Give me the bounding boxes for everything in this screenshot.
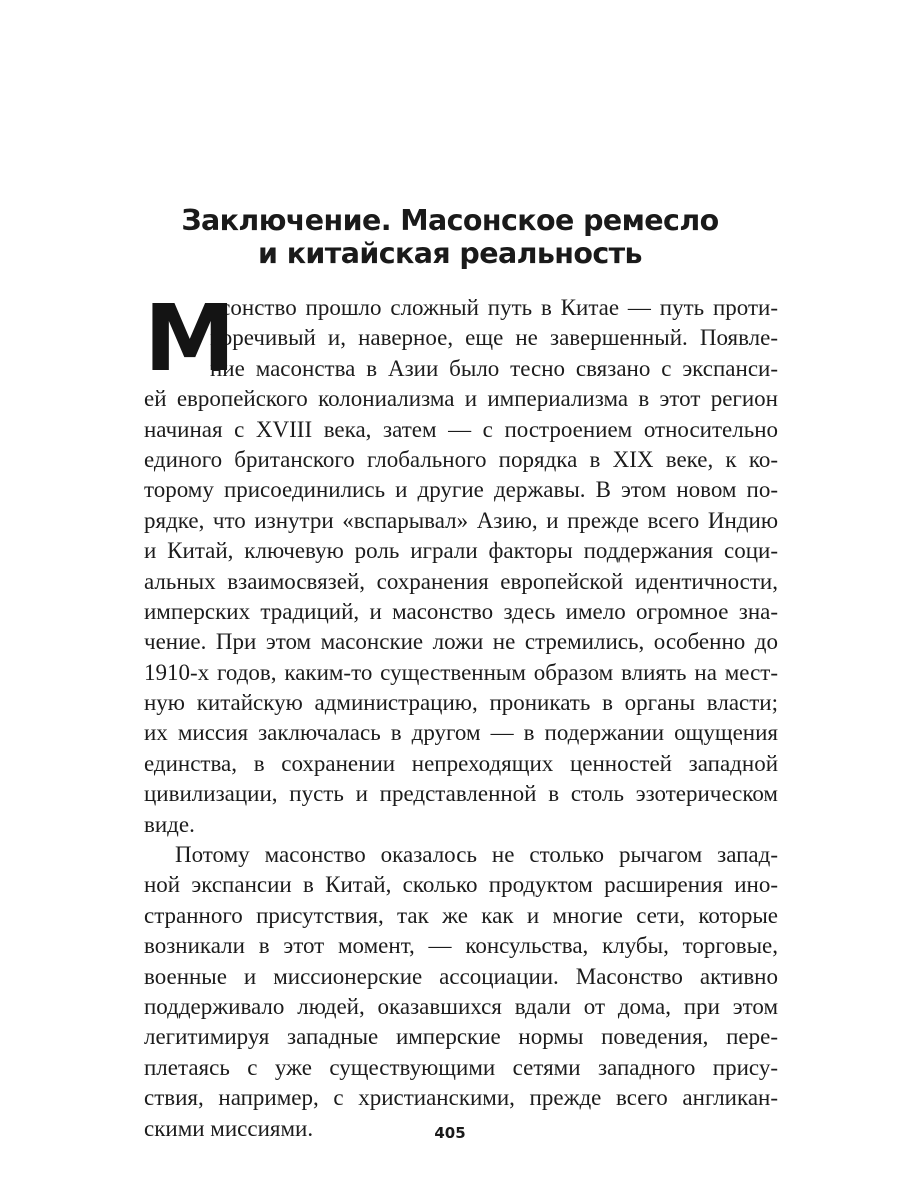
text-line: воречивый и, наверное, еще не завершенный. Появле-: [210, 325, 778, 351]
chapter-title: [0, 204, 900, 270]
paragraph-2: [144, 840, 778, 1144]
text-line: имперских традиций, и масонство здесь имело огромное зна-: [144, 598, 778, 624]
page-number: 405: [434, 1124, 466, 1142]
text-line: ей европейского колониализма и империализма в этот регион: [144, 386, 778, 412]
text-line: плетаясь с уже существующими сетями западного прису-: [144, 1054, 778, 1080]
text-line: чение. При этом масонские ложи не стремились, особенно до: [144, 629, 778, 655]
text-line: военные и миссионерские ассоциации. Масонство активно: [144, 963, 778, 989]
text-line: ную китайскую администрацию, проникать в органы власти;: [144, 690, 778, 716]
text-line: и Китай, ключевую роль играли факторы поддержания соци-: [144, 538, 778, 564]
text-line: альных взаимосвязей, сохранения европейской идентичности,: [144, 568, 778, 594]
text-line: виде.: [144, 811, 195, 837]
text-line: скими миссиями.: [144, 1115, 314, 1141]
drop-cap: М: [144, 285, 234, 392]
text-line: цивилизации, пусть и представленной в столь эзотерическом: [144, 781, 778, 807]
text-line: их миссия заключалась в другом — в подержании ощущения: [144, 720, 778, 746]
text-line: рядке, что изнутри «вспарывал» Азию, и прежде всего Индию: [144, 507, 778, 533]
text-line: единого британского глобального порядка в XIX веке, к ко-: [144, 446, 778, 472]
chapter-title-line-1: Заключение. Масонское ремесло: [181, 204, 719, 237]
chapter-body: [144, 285, 778, 1144]
text-line: торому присоединились и другие державы. В этом новом по-: [144, 477, 778, 503]
text-line: ной экспансии в Китай, сколько продуктом расширения ино-: [144, 872, 778, 898]
text-line: асонство прошло сложный путь в Китае — путь проти-: [210, 295, 778, 320]
text-line: 1910-х годов, каким-то существенным образом влиять на мест-: [144, 659, 778, 685]
text-line: ние масонства в Азии было тесно связано с экспанси-: [210, 355, 778, 381]
text-line: единства, в сохранении непреходящих ценностей западной: [144, 750, 778, 776]
text-line: возникали в этот момент, — консульства, клубы, торговые,: [144, 933, 778, 959]
text-line: поддерживало людей, оказавшихся вдали от дома, при этом: [144, 993, 778, 1019]
text-line: странного присутствия, так же как и многие сети, которые: [144, 902, 778, 928]
text-line: легитимируя западные имперские нормы поведения, пере-: [144, 1024, 778, 1050]
text-line: Потому масонство оказалось не столько рычагом запад-: [175, 842, 778, 868]
text-line: ствия, например, с христианскими, прежде всего англикан-: [144, 1085, 778, 1111]
paragraph-1: [144, 285, 778, 840]
text-line: начиная с XVIII века, затем — с построением относительно: [144, 416, 778, 442]
chapter-title-line-2: и китайская реальность: [258, 237, 642, 270]
